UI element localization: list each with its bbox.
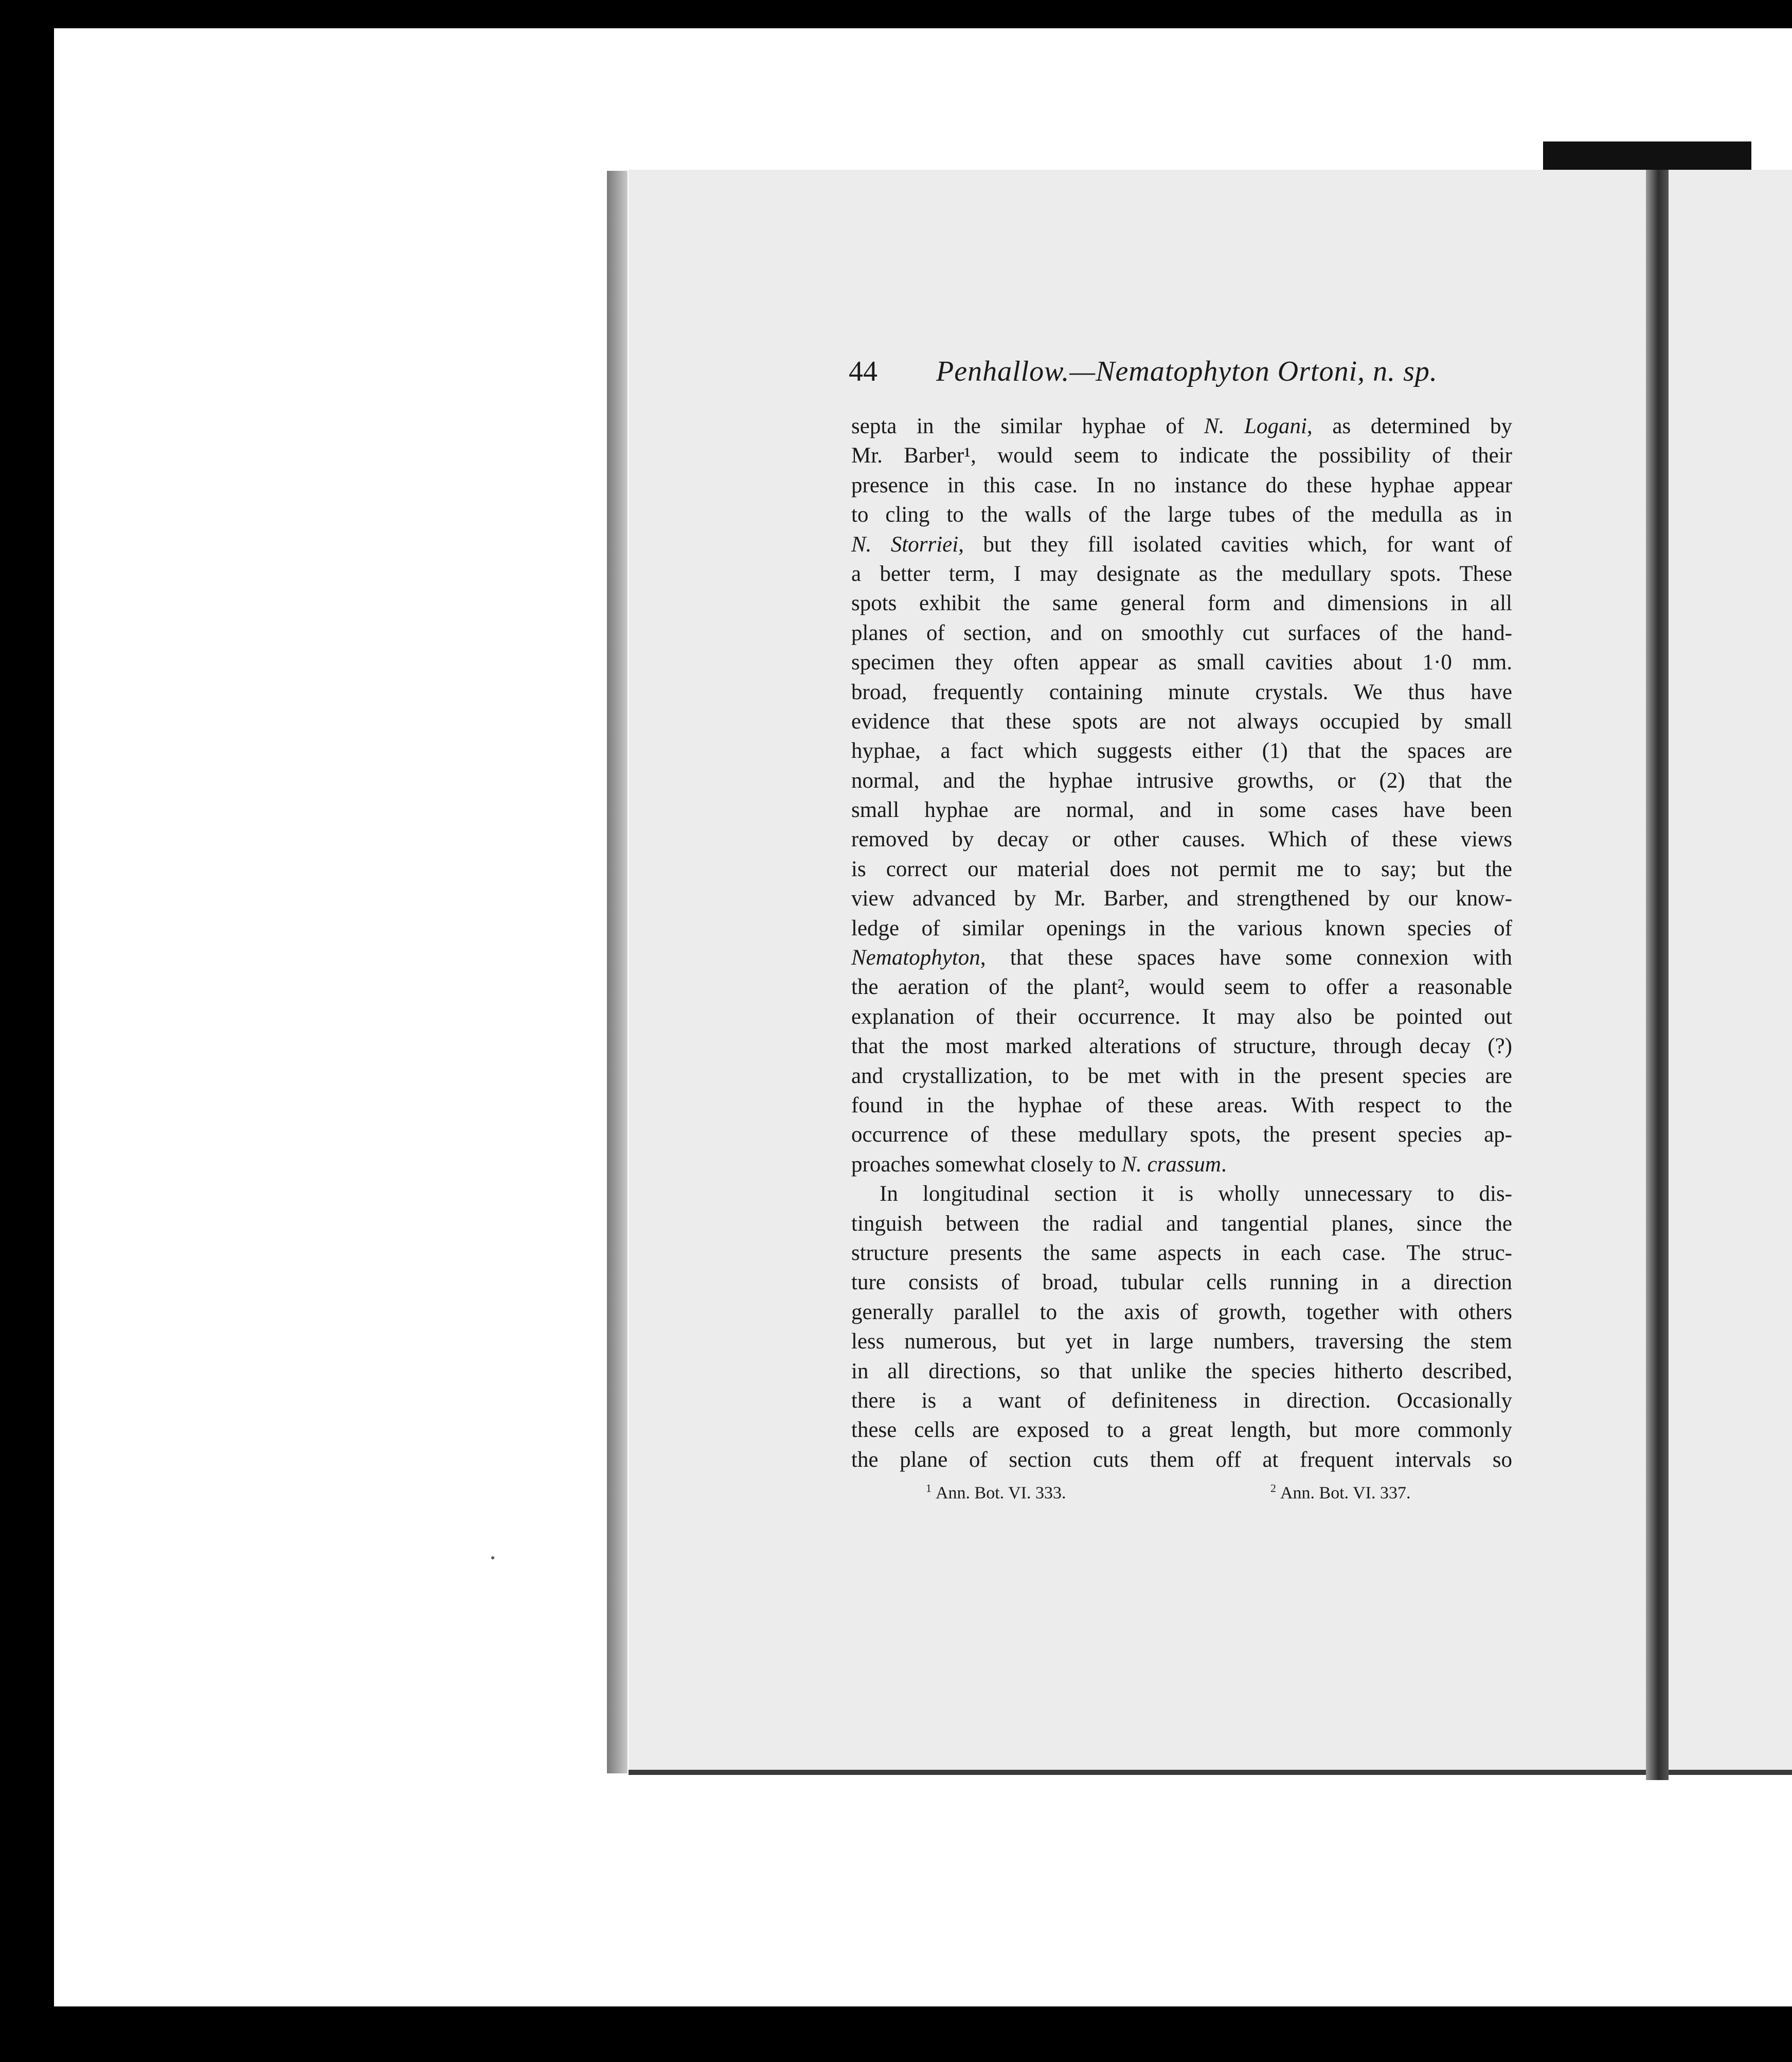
text-line: septa in the similar hyphae of N. Logani, as determined by: [851, 414, 1512, 438]
text-line: there is a want of definiteness in direction. Occasionally: [851, 1388, 1512, 1413]
text-line: explanation of their occurrence. It may also be pointed out: [851, 1004, 1512, 1029]
footnote-mark: 2: [1270, 1482, 1276, 1495]
text-line: evidence that these spots are not always occupied by small: [851, 709, 1512, 734]
text-line: view advanced by Mr. Barber, and strengthened by our know-: [851, 886, 1512, 911]
text-line: normal, and the hyphae intrusive growths, or (2) that the: [851, 768, 1512, 793]
footnotes: [851, 1482, 1512, 1513]
facing-page: [1669, 170, 1792, 1775]
text-line: tinguish between the radial and tangential planes, since the: [851, 1211, 1512, 1236]
text-line: these cells are exposed to a great length, but more commonly: [851, 1418, 1512, 1443]
text-line: to cling to the walls of the large tubes of the medulla as in: [851, 503, 1512, 527]
text-line: small hyphae are normal, and in some cases have been: [851, 798, 1512, 823]
text-line: ledge of similar openings in the various known species of: [851, 916, 1512, 940]
text-line: occurrence of these medullary spots, the present species ap-: [851, 1123, 1512, 1147]
text-line: Nematophyton, that these spaces have some connexion with: [851, 946, 1512, 970]
text-line: found in the hyphae of these areas. With respect to the: [851, 1093, 1512, 1117]
text-line: presence in this case. In no instance do these hyphae appear: [851, 473, 1512, 497]
binding-tab: [1543, 141, 1751, 170]
text-line: generally parallel to the axis of growth, together with others: [851, 1300, 1512, 1324]
text-line: ture consists of broad, tubular cells running in a direction: [851, 1270, 1512, 1295]
running-head: [849, 355, 1510, 396]
text-line: in all directions, so that unlike the species hitherto described,: [851, 1359, 1512, 1383]
text-line: the plane of section cuts them off at frequent intervals so: [851, 1447, 1512, 1472]
page-number: 44: [849, 355, 877, 387]
text-line: the aeration of the plant², would seem to offer a reasonable: [851, 975, 1512, 1000]
body-text: [851, 412, 1512, 1474]
text-line: hyphae, a fact which suggests either (1) that the spaces are: [851, 739, 1512, 763]
text-line: proaches somewhat closely to N. crassum.: [851, 1152, 1227, 1177]
text-line: a better term, I may designate as the medullary spots. These: [851, 561, 1512, 586]
text-line: planes of section, and on smoothly cut surfaces of the hand-: [851, 620, 1512, 645]
text-line: spots exhibit the same general form and dimensions in all: [851, 591, 1512, 616]
text-line: N. Storriei, but they fill isolated cavities which, for want of: [851, 532, 1513, 557]
text-line: broad, frequently containing minute crystals. We thus have: [851, 680, 1512, 704]
text-line: specimen they often appear as small cavities about 1·0 mm.: [851, 650, 1512, 675]
scan-speck: [491, 1556, 494, 1559]
text-line: is correct our material does not permit me to say; but the: [851, 857, 1512, 881]
book-gutter: [1646, 170, 1669, 1780]
footnote-1: [926, 1482, 1066, 1503]
text-line: that the most marked alterations of structure, through decay (?): [851, 1034, 1512, 1059]
footnote-text: Ann. Bot. VI. 337.: [1280, 1483, 1411, 1503]
page-edge-shadow: [607, 171, 628, 1773]
running-title: Penhallow.—Nematophyton Ortoni, n. sp.: [936, 355, 1438, 387]
text-line: Mr. Barber¹, would seem to indicate the possibility of their: [851, 443, 1512, 468]
text-line: and crystallization, to be met with in the present species are: [851, 1063, 1512, 1088]
text-line: removed by decay or other causes. Which of these views: [851, 827, 1512, 852]
text-line: less numerous, but yet in large numbers, traversing the stem: [851, 1329, 1512, 1354]
text-line: structure presents the same aspects in each case. The struc-: [851, 1240, 1512, 1265]
footnote-2: [1270, 1482, 1410, 1503]
footnote-text: Ann. Bot. VI. 333.: [936, 1483, 1066, 1503]
footnote-mark: 1: [926, 1482, 931, 1495]
text-line: In longitudinal section it is wholly unnecessary to dis-: [880, 1182, 1512, 1206]
